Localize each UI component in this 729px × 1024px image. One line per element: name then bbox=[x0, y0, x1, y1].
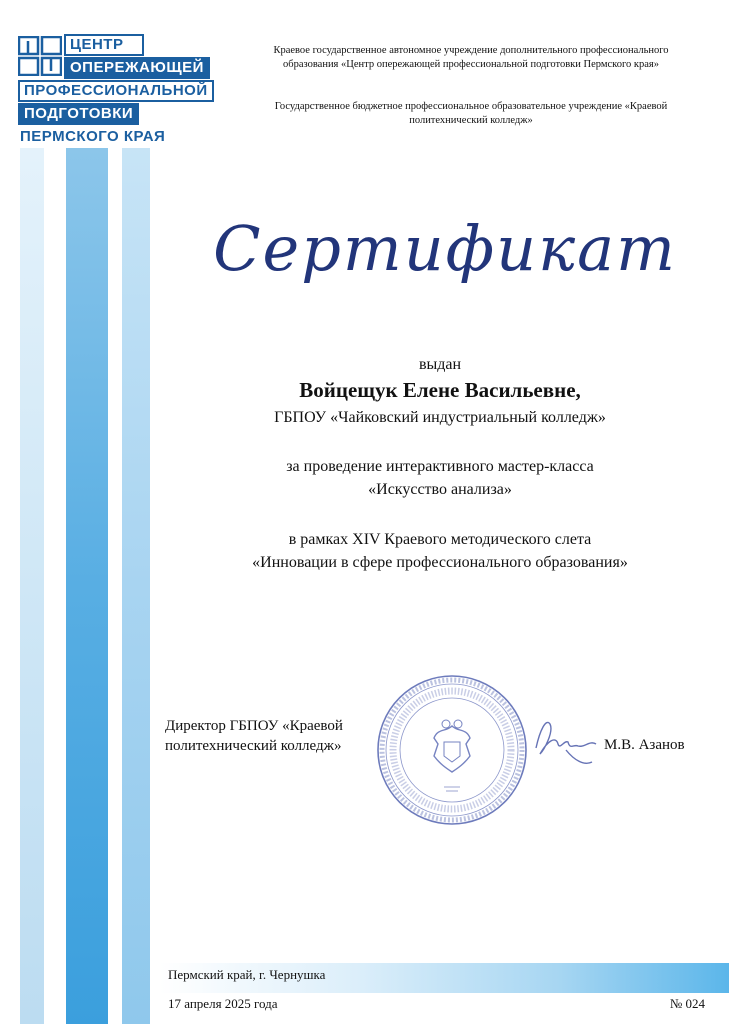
event-line-1: в рамках XIV Краевого методического слета bbox=[288, 531, 592, 548]
logo-line-4: ПОДГОТОВКИ bbox=[18, 103, 139, 125]
decor-stripe-light bbox=[20, 148, 44, 1024]
issued-label: выдан bbox=[418, 356, 462, 373]
reason-line-2: «Искусство анализа» bbox=[368, 481, 512, 498]
cop-logo bbox=[18, 30, 238, 146]
decor-stripe-dark bbox=[66, 148, 108, 1024]
signatory-position-line-1: Директор ГБПОУ «Краевой bbox=[165, 718, 343, 734]
signatory-position-line-2: политехнический колледж» bbox=[165, 738, 342, 754]
signatory-position bbox=[165, 716, 375, 756]
header-org-2: Государственное бюджетное профессиональное образовательное учреждение «Краевой политехнический колледж» bbox=[274, 101, 668, 126]
recipient-name: Войцещук Елене Васильевне, bbox=[299, 378, 581, 402]
cop-logo-mark-icon bbox=[18, 36, 62, 76]
event-line-2: «Инновации в сфере профессионального образования» bbox=[252, 554, 628, 571]
reason-line-1: за проведение интерактивного мастер-класса bbox=[286, 458, 594, 475]
signatory-name: М.В. Азанов bbox=[604, 737, 685, 753]
recipient-org: ГБПОУ «Чайковский индустриальный колледж» bbox=[274, 409, 606, 426]
logo-line-3: ПРОФЕССИОНАЛЬНОЙ bbox=[18, 80, 214, 102]
certificate-number: № 024 bbox=[669, 996, 705, 1011]
handwritten-signature-icon bbox=[526, 710, 606, 770]
official-stamp-icon bbox=[374, 672, 530, 828]
logo-line-2: ОПЕРЕЖАЮЩЕЙ bbox=[64, 57, 210, 79]
logo-line-1: ЦЕНТР bbox=[64, 34, 144, 56]
footer-date: 17 апреля 2025 года bbox=[168, 996, 278, 1011]
logo-line-5: ПЕРМСКОГО КРАЯ bbox=[20, 128, 166, 145]
footer-place: Пермский край, г. Чернушка bbox=[168, 967, 326, 982]
certificate-title: Сертификат bbox=[213, 212, 677, 285]
header-org-1: Краевое государственное автономное учреждение дополнительного профессионального образования «Центр опережающей профессиональной подготовки Пермского края» bbox=[273, 45, 669, 70]
decor-stripe-medium bbox=[122, 148, 150, 1024]
